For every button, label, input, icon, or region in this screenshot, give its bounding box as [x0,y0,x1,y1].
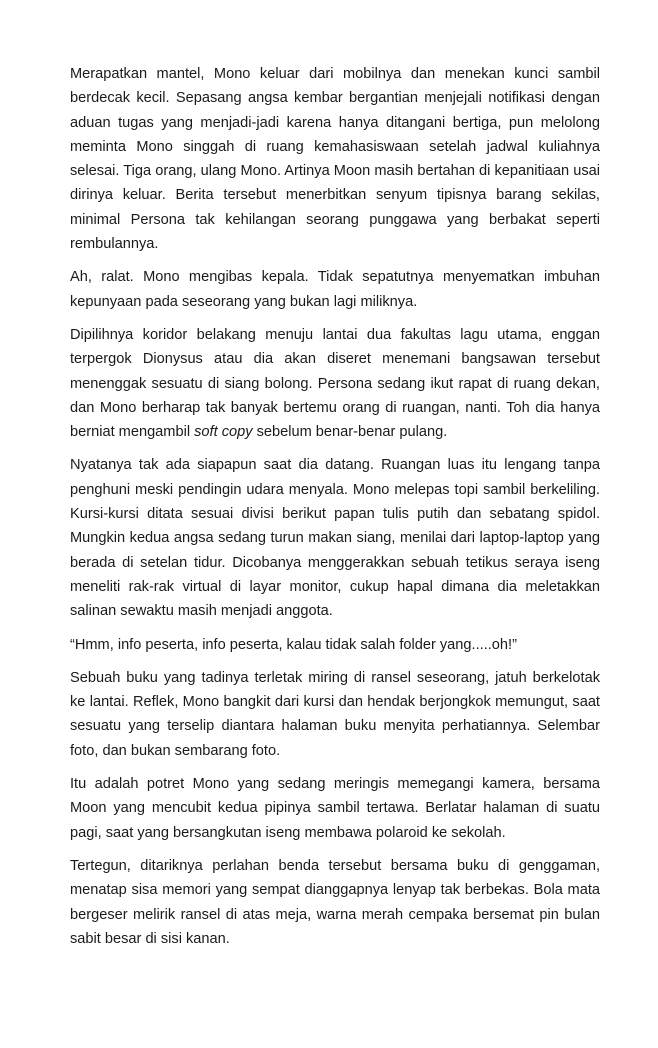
paragraph-text: Ah, ralat. Mono mengibas kepala. Tidak sepatutnya menyematkan imbuhan kepunyaan pada seseorang yang bukan lagi miliknya. [70,269,600,310]
paragraph-text: Itu adalah potret Mono yang sedang meringis memegangi kamera, bersama Moon yang mencubit kedua pipinya sambil tertawa. Berlatar halaman di suatu pagi, saat yang bersangkutan iseng membawa polaroid ke sekolah. [70,776,600,841]
paragraph [70,323,600,444]
paragraph [70,453,600,623]
paragraph [70,854,600,951]
paragraph [70,62,600,256]
paragraph [70,666,600,763]
paragraph-text: Nyatanya tak ada siapapun saat dia datang. Ruangan luas itu lengang tanpa penghuni meski pendingin udara menyala. Mono melepas topi sambil berkeliling. Kursi-kursi ditata sesuai divisi berikut papan tulis putih dan sebatang spidol. Mungkin kedua angsa sedang turun makan siang, menilai dari laptop-laptop yang berada di setelan tidur. Dicobanya menggerakkan sebuah tetikus seraya iseng meneliti rak-rak virtual di layar monitor, cukup hapal dimana dia meletakkan salinan sewaktu masih menjadi anggota. [70,457,600,620]
italic-term: soft copy [194,424,253,441]
paragraph [70,772,600,845]
paragraph [70,265,600,314]
paragraph-text: Dipilihnya koridor belakang menuju lantai dua fakultas lagu utama, enggan terpergok Dionysus atau dia akan diseret menemani bangsawan tersebut menenggak sesuatu di siang bolong. Persona sedang ikut rapat di ruang dekan, dan Mono berharap tak banyak bertemu orang di ruangan, nanti. Toh dia hanya berniat mengambil [70,326,600,441]
paragraph-text: sebelum benar-benar pulang. [252,424,448,441]
dialogue-text: “Hmm, info peserta, info peserta, kalau tidak salah folder yang.....oh!” [70,636,517,653]
paragraph-text: Tertegun, ditariknya perlahan benda tersebut bersama buku di genggaman, menatap sisa memori yang sempat dianggapnya lenyap tak berbekas. Bola mata bergeser melirik ransel di atas meja, warna merah cempaka bersemat pin bulan sabit besar di sisi kanan. [70,857,600,947]
paragraph-text: Merapatkan mantel, Mono keluar dari mobilnya dan menekan kunci sambil berdecak kecil. Sepasang angsa kembar bergantian menjejali notifikasi dengan aduan tugas yang menjadi-jadi karena hanya ditangani bertiga, pun melolong meminta Mono singgah di ruang kemahasiswaan setelah jadwal kuliahnya selesai. Tiga orang, ulang Mono. Artinya Moon masih bertahan di kepanitiaan usai dirinya keluar. Berita tersebut menerbitkan senyum tipisnya barang sekilas, minimal Persona tak kehilangan seorang punggawa yang berbakat seperti rembulannya. [70,66,600,253]
dialogue-line [70,633,600,657]
paragraph-text: Sebuah buku yang tadinya terletak miring di ransel seseorang, jatuh berkelotak ke lantai. Reflek, Mono bangkit dari kursi dan hendak berjongkok memungut, saat sesuatu yang terselip diantara halaman buku menyita perhatiannya. Selembar foto, dan bukan sembarang foto. [70,669,600,759]
document-page [70,62,600,960]
